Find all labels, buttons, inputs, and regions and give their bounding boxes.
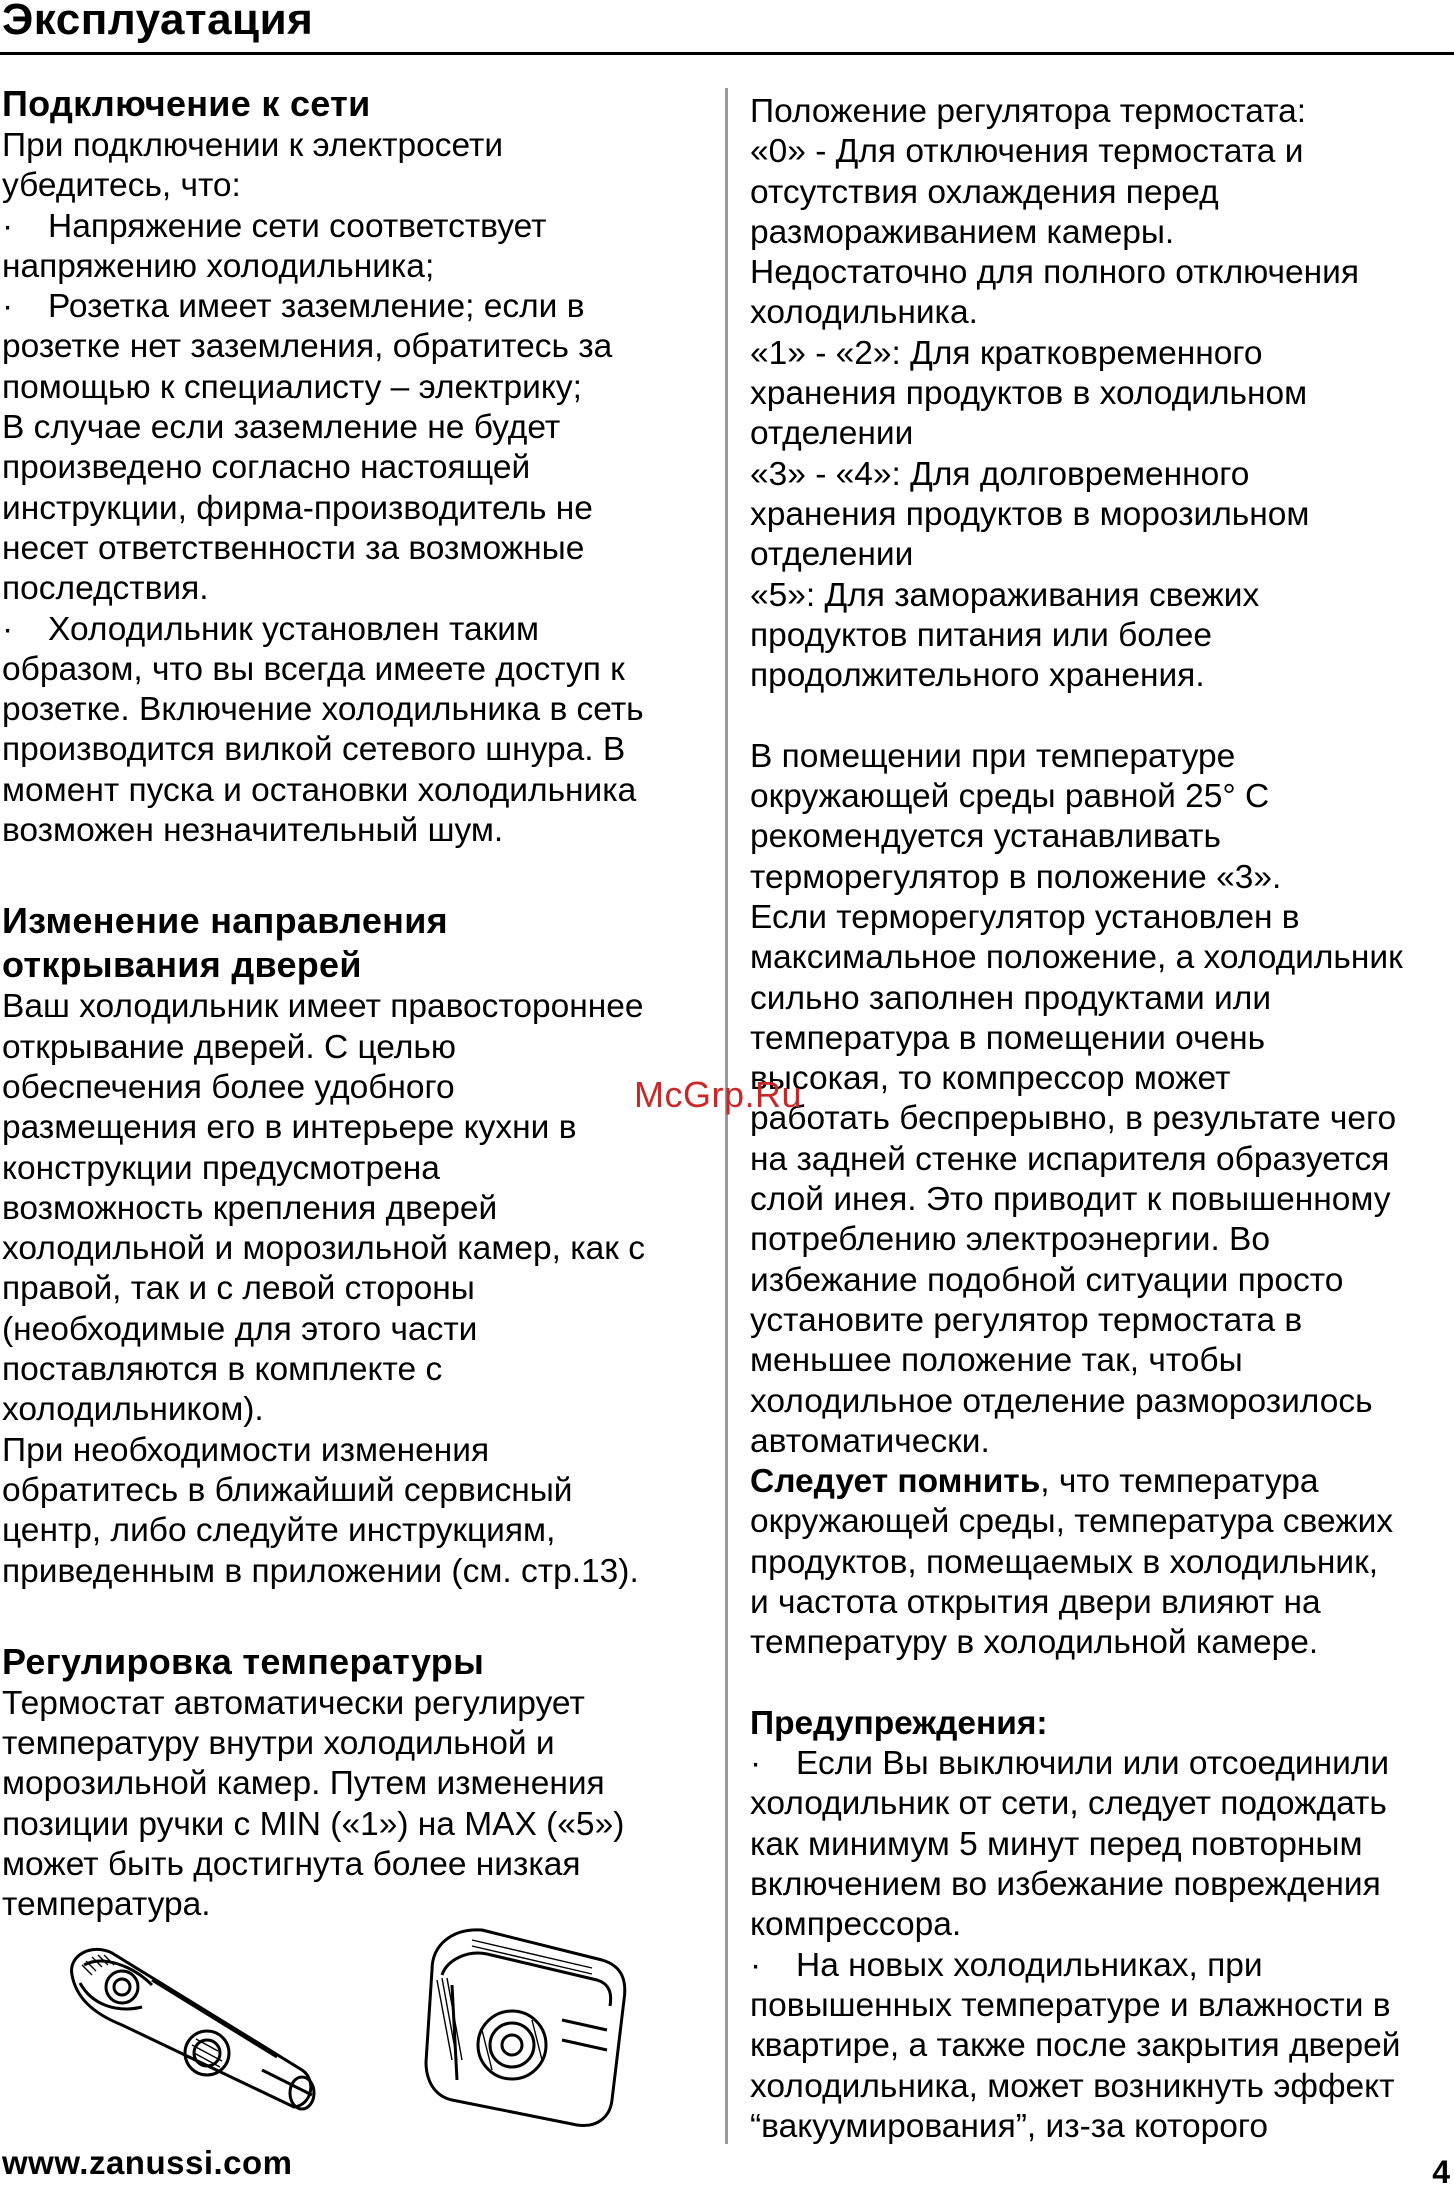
line-text: «0» - Для отключения термостата и	[750, 133, 1304, 171]
line-text: конструкции предусмотрена	[2, 1149, 440, 1187]
line-text: помощью к специалисту – электрику;	[2, 368, 582, 406]
line-text: В помещении при температуре	[750, 737, 1236, 775]
line-text: розетке нет заземления, обратитесь за	[2, 328, 613, 366]
line-text: размещения его в интерьере кухни в	[2, 1109, 577, 1147]
line-text: слой инея. Это приводит к повышенному	[750, 1181, 1391, 1219]
text-line	[750, 213, 1450, 253]
line-text: Термостат автоматически регулирует	[2, 1684, 585, 1722]
line-text: Напряжение сети соответствует	[48, 207, 547, 245]
thermostat-housing-box-icon	[412, 1920, 642, 2135]
line-text: холодильника, может возникнуть эффект	[750, 2067, 1395, 2105]
watermark: McGrp.Ru	[634, 1074, 803, 1115]
line-text: как минимум 5 минут перед повторным	[750, 1825, 1363, 1863]
bullet-marker: ·	[2, 610, 14, 648]
page-number: 4	[1432, 2154, 1450, 2190]
text-line	[750, 1301, 1450, 1341]
line-text: На новых холодильниках, при	[796, 1946, 1263, 1984]
line-text: холодильное отделение разморозилось	[750, 1382, 1373, 1420]
text-line	[2, 1684, 702, 1724]
line-text: производится вилкой сетевого шнура. В	[2, 731, 626, 769]
line-text: «1» - «2»: Для кратковременного	[750, 334, 1263, 372]
line-text: включением во избежание повреждения	[750, 1866, 1381, 1904]
line-text: повышенных температуре и влажности в	[750, 1986, 1391, 2024]
thermostat-illustrations	[62, 1920, 642, 2130]
section-title	[2, 82, 702, 126]
line-text: может быть достигнута более низкая	[2, 1845, 581, 1883]
text-line	[750, 2067, 1450, 2107]
line-text: центр, либо следуйте инструкциям,	[2, 1512, 556, 1550]
text-line	[750, 1462, 1450, 1502]
text-line	[750, 777, 1450, 817]
text-line	[2, 771, 702, 811]
text-line	[750, 656, 1450, 696]
text-line	[2, 1724, 702, 1764]
text-line	[2, 1552, 702, 1592]
line-text: обеспечения более удобного	[2, 1068, 455, 1106]
text-line	[2, 1108, 702, 1148]
text-line	[750, 1583, 1450, 1623]
text-line	[750, 374, 1450, 414]
text-line	[750, 576, 1450, 616]
line-text: несет ответственности за возможные	[2, 529, 585, 567]
text-line	[750, 1059, 1450, 1099]
line-text: температуру в холодильной камере.	[750, 1624, 1319, 1662]
text-line	[750, 1946, 1450, 1986]
line-text: компрессора.	[750, 1906, 962, 1944]
text-line	[2, 690, 702, 730]
section-gap	[2, 1592, 702, 1640]
line-text: Ваш холодильник имеет правостороннее	[2, 988, 644, 1026]
text-line	[750, 1422, 1450, 1462]
text-line	[750, 1865, 1450, 1905]
line-text: произведено согласно настоящей	[2, 449, 531, 487]
text-line	[2, 408, 702, 448]
text-line	[750, 1099, 1450, 1139]
thermostat-housing-elongated-icon	[62, 1935, 332, 2125]
line-text: отделении	[750, 415, 914, 453]
text-line	[750, 737, 1450, 777]
text-line	[2, 1431, 702, 1471]
text-line	[2, 207, 702, 247]
left-column	[2, 82, 702, 1926]
line-text: Розетка имеет заземление; если в	[48, 288, 585, 326]
section-gap	[2, 851, 702, 899]
line-text: розетке. Включение холодильника в сеть	[2, 691, 644, 729]
text-line	[750, 1341, 1450, 1381]
text-line	[750, 1502, 1450, 1542]
section-title-line: Изменение направления	[2, 900, 448, 942]
text-line	[2, 489, 702, 529]
text-line	[750, 858, 1450, 898]
line-text: сильно заполнен продуктами или	[750, 979, 1272, 1017]
text-line	[2, 1189, 702, 1229]
text-line	[2, 1028, 702, 1068]
text-line	[2, 1229, 702, 1269]
bullet-marker: ·	[2, 288, 14, 326]
text-line	[750, 132, 1450, 172]
line-text: возможность крепления дверей	[2, 1189, 498, 1227]
text-line	[750, 1261, 1450, 1301]
paragraph-gap	[750, 696, 1450, 736]
section-title-line: Регулировка температуры	[2, 1640, 485, 1682]
text-line	[2, 610, 702, 650]
title-divider	[0, 52, 1454, 55]
line-text: температура в помещении очень	[750, 1019, 1266, 1057]
text-line	[750, 898, 1450, 938]
line-text: напряжению холодильника;	[2, 247, 435, 285]
line-text: «5»: Для замораживания свежих	[750, 576, 1260, 614]
text-line	[2, 811, 702, 851]
line-text: избежание подобной ситуации просто	[750, 1261, 1344, 1299]
section-title	[2, 899, 702, 987]
line-text: высокая, то компрессор может	[750, 1060, 1231, 1098]
text-line	[750, 1825, 1450, 1865]
line-text: поставляются в комплекте с	[2, 1351, 443, 1389]
text-line	[750, 92, 1450, 132]
line-text: обратитесь в ближайший сервисный	[2, 1471, 573, 1509]
text-line	[2, 166, 702, 206]
bullet-marker: ·	[2, 207, 14, 245]
text-line	[750, 1986, 1450, 2026]
line-text: При подключении к электросети	[2, 127, 504, 164]
text-line	[2, 1350, 702, 1390]
line-text: окружающей среды равной 25° С	[750, 778, 1270, 816]
line-text: открывание дверей. С целью	[2, 1028, 456, 1066]
line-text: (необходимые для этого части	[2, 1310, 478, 1348]
line-text: правой, так и с левой стороны	[2, 1270, 475, 1308]
text-line	[750, 1019, 1450, 1059]
line-text: температуру внутри холодильной и	[2, 1725, 555, 1763]
text-line	[750, 414, 1450, 454]
line-text: момент пуска и остановки холодильника	[2, 771, 637, 809]
text-line	[2, 1471, 702, 1511]
paragraph-gap	[750, 1664, 1450, 1704]
line-text: образом, что вы всегда имеете доступ к	[2, 650, 625, 688]
section-title-line: открывания дверей	[2, 944, 362, 986]
text-line	[2, 247, 702, 287]
line-text: установите регулятор термостата в	[750, 1301, 1303, 1339]
text-line	[750, 1140, 1450, 1180]
text-line	[2, 569, 702, 609]
line-text: автоматически.	[750, 1422, 990, 1460]
text-line	[2, 1068, 702, 1108]
line-text: «3» - «4»: Для долговременного	[750, 455, 1250, 493]
line-text: инструкции, фирма-производитель не	[2, 489, 593, 527]
line-text: холодильник от сети, следует подождать	[750, 1785, 1387, 1823]
text-line	[750, 2107, 1450, 2147]
line-text: холодильной и морозильной камер, как с	[2, 1230, 645, 1268]
text-line	[2, 1511, 702, 1551]
text-line	[750, 1382, 1450, 1422]
line-text: приведенным в приложении (см. стр.13).	[2, 1552, 639, 1590]
line-text: При необходимости изменения	[2, 1431, 490, 1469]
text-line	[750, 979, 1450, 1019]
line-text: и частота открытия двери влияют на	[750, 1583, 1321, 1621]
text-line	[2, 448, 702, 488]
line-text: квартире, а также после закрытия дверей	[750, 2027, 1401, 2065]
line-text: продуктов питания или более	[750, 616, 1212, 654]
text-line	[750, 1744, 1450, 1784]
text-line	[2, 987, 702, 1027]
line-text: последствия.	[2, 570, 209, 608]
text-line	[2, 327, 702, 367]
text-line	[2, 1845, 702, 1885]
page-title: Эксплуатация	[2, 0, 314, 44]
text-line	[2, 1310, 702, 1350]
line-text: отделении	[750, 536, 914, 574]
text-line	[750, 2026, 1450, 2066]
bullet-marker: ·	[750, 1745, 762, 1783]
line-text: хранения продуктов в холодильном	[750, 375, 1308, 413]
line-text: продуктов, помещаемых в холодильник,	[750, 1543, 1379, 1581]
section-title	[2, 1640, 702, 1684]
text-line	[750, 616, 1450, 656]
text-line	[750, 253, 1450, 293]
text-line	[750, 938, 1450, 978]
line-text: продолжительного хранения.	[750, 657, 1205, 695]
line-text: температура.	[2, 1886, 211, 1924]
line-text: размораживанием камеры.	[750, 213, 1175, 251]
text-line	[750, 1623, 1450, 1663]
text-line	[2, 529, 702, 569]
line-text: потреблению электроэнергии. Во	[750, 1221, 1271, 1259]
section-title-line: Подключение к сети	[2, 83, 371, 124]
bold-lead: Следует помнить	[750, 1463, 1041, 1501]
line-text: на задней стенке испарителя образуется	[750, 1140, 1390, 1178]
text-line	[750, 455, 1450, 495]
text-line	[2, 1764, 702, 1804]
text-line	[750, 1905, 1450, 1945]
footer-website: www.zanussi.com	[2, 2144, 293, 2181]
line-text: холодильником).	[2, 1391, 264, 1429]
text-line	[750, 334, 1450, 374]
text-line	[750, 293, 1450, 333]
line-text: Положение регулятора термостата:	[750, 93, 1307, 130]
text-line	[2, 1269, 702, 1309]
text-line	[750, 173, 1450, 213]
text-line	[750, 495, 1450, 535]
text-line	[2, 287, 702, 327]
line-text: морозильной камер. Путем изменения	[2, 1765, 605, 1803]
right-column	[750, 92, 1450, 2147]
text-line	[750, 1704, 1450, 1744]
line-text: позиции ручки с MIN («1») на MAX («5»)	[2, 1805, 625, 1843]
line-text: В случае если заземление не будет	[2, 409, 561, 447]
line-text: рекомендуется устанавливать	[750, 818, 1221, 856]
text-line	[2, 368, 702, 408]
line-text: Недостаточно для полного отключения	[750, 254, 1359, 292]
line-text: , что температура	[1040, 1463, 1319, 1501]
bullet-marker: ·	[750, 1946, 762, 1984]
line-text: работать беспрерывно, в результате чего	[750, 1100, 1397, 1138]
text-line	[750, 1543, 1450, 1583]
line-text: возможен незначительный шум.	[2, 812, 504, 850]
line-text: хранения продуктов в морозильном	[750, 495, 1310, 533]
text-line	[2, 126, 702, 166]
text-line	[2, 730, 702, 770]
column-divider	[725, 88, 728, 2144]
text-line	[750, 1220, 1450, 1260]
line-text: “вакуумирования”, из-за которого	[750, 2107, 1268, 2145]
line-text: Если Вы выключили или отсоединили	[796, 1745, 1390, 1783]
line-text: убедитесь, что:	[2, 167, 241, 205]
line-text: максимальное положение, а холодильник	[750, 939, 1403, 977]
line-text: терморегулятор в положение «3».	[750, 858, 1282, 896]
text-line	[750, 1784, 1450, 1824]
text-line	[2, 1149, 702, 1189]
line-text: отсутствия охлаждения перед	[750, 173, 1219, 211]
line-text: Если терморегулятор установлен в	[750, 898, 1300, 936]
line-text: окружающей среды, температура свежих	[750, 1503, 1394, 1541]
text-line	[2, 1390, 702, 1430]
line-text: Холодильник установлен таким	[48, 610, 539, 648]
text-line	[2, 1805, 702, 1845]
text-line	[750, 817, 1450, 857]
text-line	[750, 535, 1450, 575]
text-line	[2, 650, 702, 690]
text-line	[750, 1180, 1450, 1220]
line-text: меньшее положение так, чтобы	[750, 1342, 1243, 1380]
line-text: холодильника.	[750, 294, 978, 332]
bold-lead: Предупреждения:	[750, 1704, 1048, 1742]
